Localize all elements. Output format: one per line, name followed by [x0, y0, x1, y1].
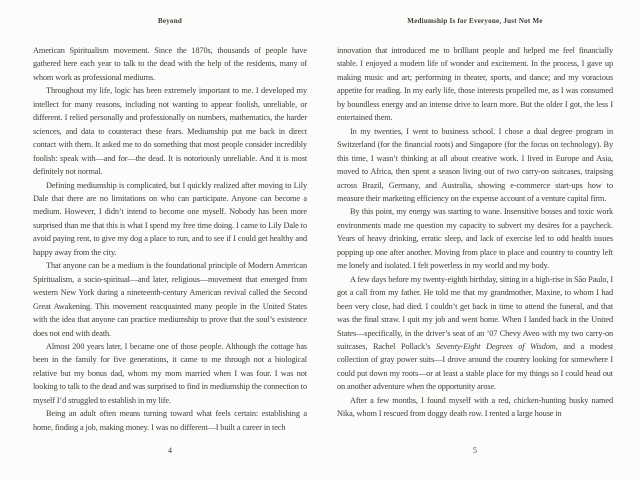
paragraph	[337, 125, 613, 206]
text-run: innovation that introduced me to brilliant people and helped me feel financially stable. I enjoyed a modern life of wonder and excitement. In the process, I gave up making music and art; performing in theater, sports, and dance; and my voracious appetite for reading. In my early life, those interests propelled me, as I was consumed by boundless energy and an intense drive to learn more. But the older I got, the less I entertained them.	[337, 46, 613, 123]
paragraph	[337, 394, 613, 421]
right-page-number: 5	[473, 446, 477, 455]
right-page	[337, 0, 613, 480]
text-run: By this point, my energy was starting to wane. Insensitive bosses and toxic work environments made me question my capacity to subvert my desires for a paycheck. Years of heavy drinking, erratic sleep, and lack of exercise led to odd health issues popping up one after another. Moving from place to place and country to country left me lonely and isolated. I felt powerless in my world and my body.	[337, 207, 613, 271]
paragraph	[337, 273, 613, 394]
text-run: Throughout my life, logic has been extremely important to me. I developed my intellect for many reasons, including not wanting to appear foolish, unreliable, or different. I relied personally and professionally on numbers, mathematics, the harder sciences, and data to counteract these fears. Mediumship put me back in direct contact with them. It asked me to do something that most people consider incredibly foolish: speak with—and for—the dead. It is notoriously unreliable. And it is most definitely not normal.	[33, 86, 307, 177]
text-run: , and a modest collection of gray power suits—I drove around the country looking for somewhere I could put down my roots—or at least a stable place for my things so I could head out on another adventure when the opportunity arose.	[337, 341, 614, 392]
text-run: Being an adult often means turning toward what feels certain: establishing a home, finding a job, making money. I was no different—I built a career in tech	[33, 409, 307, 432]
text-run: That anyone can be a medium is the foundational principle of Modern American Spiritualism, a socio-spiritual—and later, religious—movement that emerged from western New York during a nineteenth-century American revival called the Second Great Awakening. This movement reacquainted many people in the United States with the idea that anyone can practice mediumship to prove that the soul’s existence does not end with death.	[33, 261, 307, 338]
text-run: Defining mediumship is complicated, but I quickly realized after moving to Lily Dale that there are no limitations on who can participate. Anyone can become a medium. However, I didn’t intend to become one myself. Nobody has been more surprised than me that this is what I spend my free time doing. I came to Lily Dale to avoid paying rent, to give my dog a place to run, and to see if I could get healthy and happy away from the city.	[33, 180, 307, 257]
left-page-body	[33, 44, 307, 434]
paragraph	[337, 205, 613, 272]
text-run: Almost 200 years later, I became one of those people. Although the cottage has been in the family for five generations, it came to me through not a biological relative but my bonus dad, whom my mom married when I was four. I was not looking to talk to the dead and was surprised to find in mediumship the connection to myself I’d struggled to establish in my life.	[33, 341, 307, 405]
paragraph	[33, 44, 307, 84]
paragraph	[337, 44, 613, 125]
right-page-body	[337, 44, 613, 421]
left-running-head: Beyond	[157, 17, 183, 25]
italic-text-run: Seventy-Eight Degrees of Wisdom	[435, 341, 556, 351]
text-run: In my twenties, I went to business school. I chose a dual degree program in Switzerland (for the financial roots) and Singapore (for the focus on technology). By this time, I wasn’t thinking at all about creative work. I lived in Europe and Asia, moved to Africa, then spent a season living out of two carry-on suitcases, traipsing across Brazil, Germany, and Australia, showing e-commerce start-ups how to measure their marketing efficiency on the expense account of a venture capital firm.	[337, 126, 613, 203]
paragraph	[33, 179, 307, 260]
right-running-head: Mediumship Is for Everyone, Just Not Me	[407, 17, 543, 25]
paragraph	[33, 84, 307, 178]
text-run: American Spiritualism movement. Since the 1870s, thousands of people have gathered here each year to talk to the dead with the help of the residents, many of whom work as professional mediums.	[33, 46, 307, 82]
text-run: After a few months, I found myself with a red, chicken-hunting husky named Nika, whom I rescued from doggy death row. I rented a large house in	[337, 395, 613, 419]
left-page	[33, 0, 307, 480]
paragraph	[33, 407, 307, 434]
text-run: A few days before my twenty-eighth birthday, sitting in a high-rise in São Paulo, I got a call from my father. He told me that my grandmother, Maxine, to whom I had been very close, had died. I couldn’t get back in time to attend the funeral, and that was the final straw. I quit my job and went home. When I landed back in the United States—specifically, in the driver’s seat of an ’07 Chevy Aveo with my two carry-on suitcases, Rachel Pollack’s	[337, 274, 613, 351]
paragraph	[33, 340, 307, 407]
left-page-number: 4	[168, 446, 172, 455]
paragraph	[33, 259, 307, 340]
